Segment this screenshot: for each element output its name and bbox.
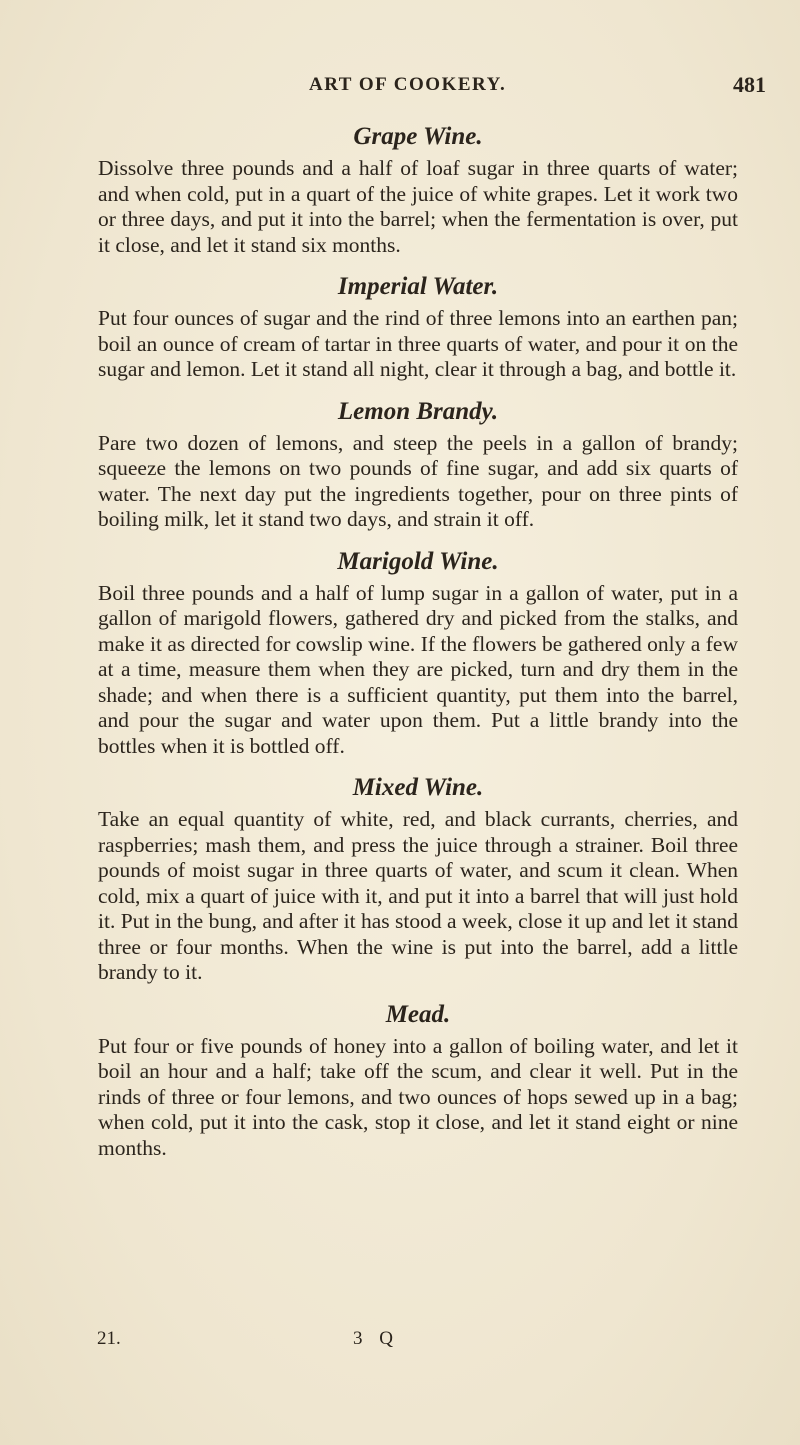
page-number: 481 [733, 72, 766, 97]
recipe-title: Mead. [385, 1000, 451, 1028]
recipe-mixed-wine [98, 773, 738, 986]
recipe-body: Put four ounces of sugar and the rind of three lemons into an earthen pan; boil an ounce of cream of tartar in three quarts of water, and pour it on the sugar and lemon. Let it stand all night, clear it through a bag, and bottle it. [98, 306, 738, 381]
recipe-lemon-brandy [98, 397, 738, 533]
recipe-body: Pare two dozen of lemons, and steep the peels in a gallon of brandy; squeeze the lemons on two pounds of fine sugar, and add six quarts of water. The next day put the ingredients together, pour on three pints of boiling milk, let it stand two days, and strain it off. [98, 430, 738, 531]
recipe-body: Put four or five pounds of honey into a gallon of boiling water, and let it boil an hour and a half; take off the scum, and clear it well. Put in the rinds of three or four lemons, and two ounces of hops sewed up in a bag; when cold, put it into the cask, stop it close, and let it stand eight or nine months. [98, 1033, 738, 1160]
recipe-title: Lemon Brandy. [337, 397, 499, 425]
recipe-title: Imperial Water. [337, 273, 499, 300]
recipe-grape-wine [98, 122, 738, 258]
recipe-imperial-water [98, 272, 738, 383]
page-footer [0, 1328, 800, 1358]
running-title: ART OF COOKERY. [309, 74, 507, 95]
recipe-body: Boil three pounds and a half of lump sugar in a gallon of water, put in a gallon of marigold flowers, gathered dry and picked from the stalks, and make it as directed for cowslip wine. If the flowers be gathered only a few at a time, measure them when they are picked, turn and dry them in the shade; and when there is a sufficient quantity, put them into the barrel, and pour the sugar and water upon them. Put a little brandy into the bottles when it is bottled off. [98, 580, 738, 758]
page-content [98, 122, 738, 1175]
page-header [0, 74, 800, 104]
sheet-mark: 3 Q [353, 1328, 399, 1349]
signature-mark: 21. [97, 1328, 121, 1349]
recipe-marigold-wine [98, 547, 738, 760]
recipe-title: Marigold Wine. [337, 547, 499, 575]
recipe-body: Take an equal quantity of white, red, and black currants, cherries, and raspberries; mash them, and press the juice through a strainer. Boil three pounds of moist sugar in three quarts of water, and scum it clean. When cold, mix a quart of juice with it, and put it into a barrel that will just hold it. Put in the bung, and after it has stood a week, close it up and let it stand three or four months. When the wine is put into the barrel, add a little brandy to it. [98, 807, 738, 984]
recipe-body: Dissolve three pounds and a half of loaf sugar in three quarts of water; and when cold, put in a quart of the juice of white grapes. Let it work two or three days, and put it into the barrel; when the fermentation is over, put it close, and let it stand six months. [98, 156, 738, 257]
recipe-mead [98, 1000, 738, 1162]
recipe-title: Mixed Wine. [352, 774, 484, 801]
recipe-title: Grape Wine. [353, 123, 483, 150]
